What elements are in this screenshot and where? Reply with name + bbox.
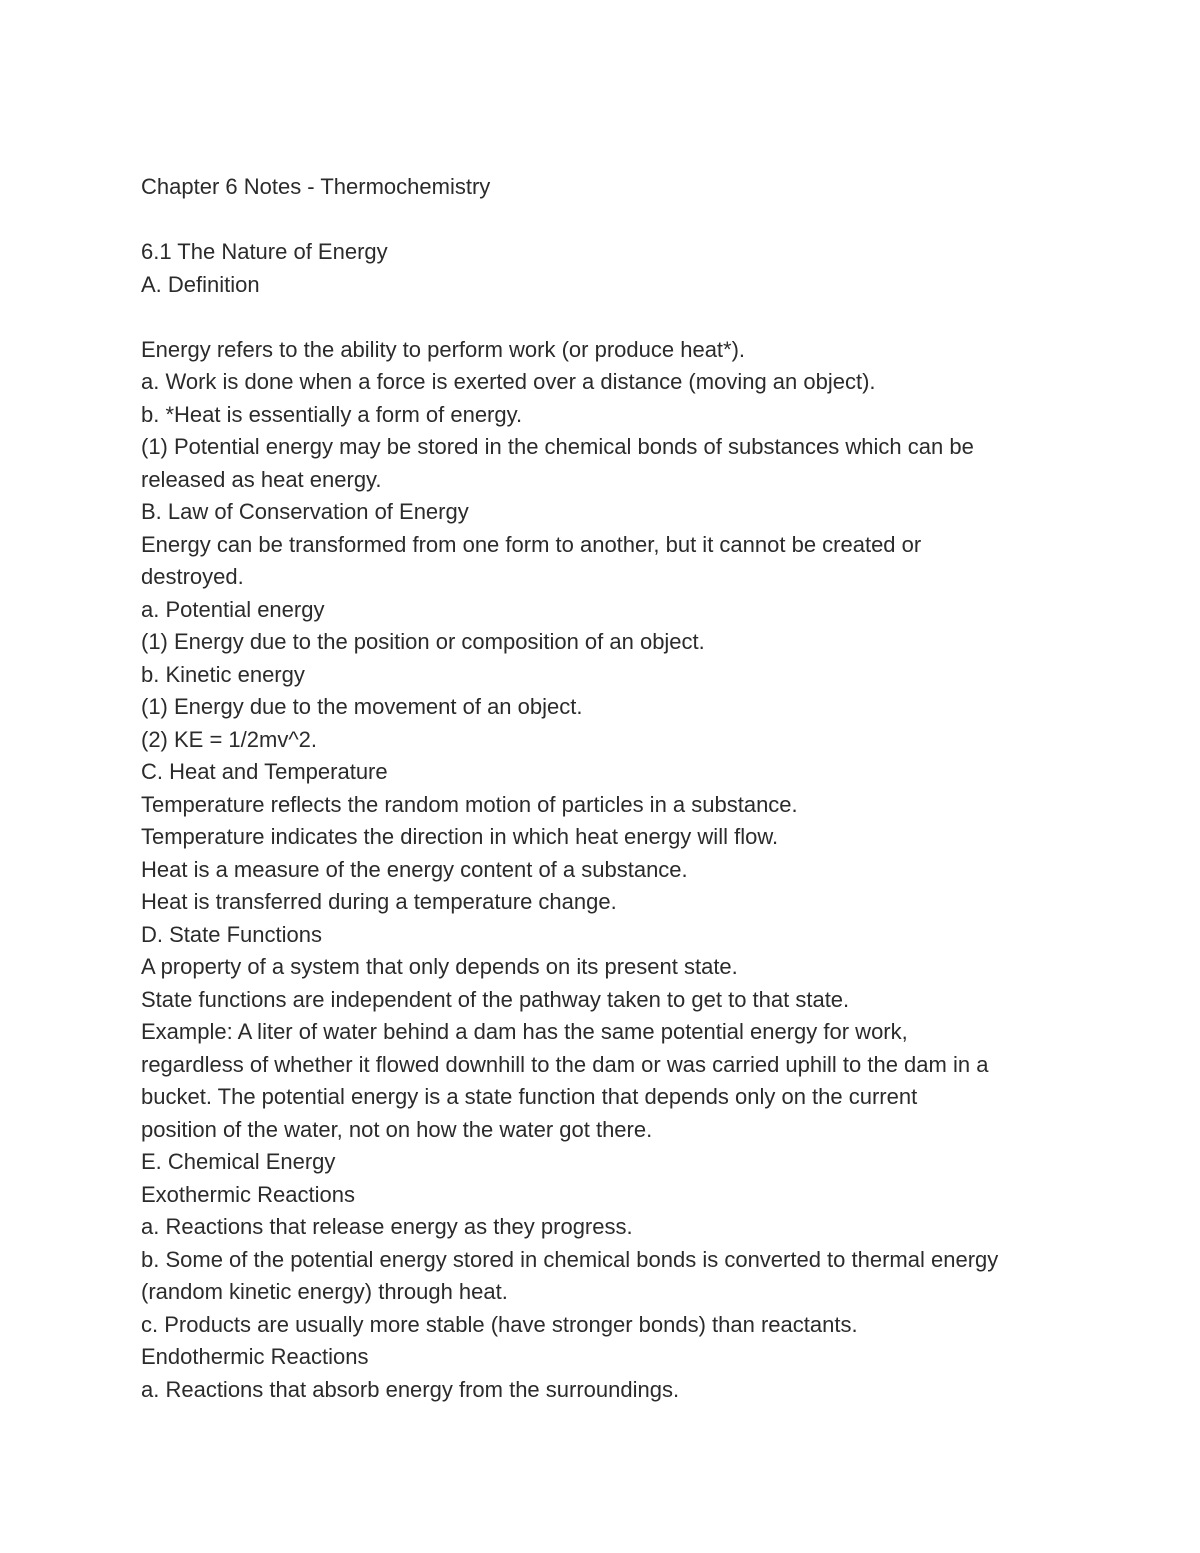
text-line: Endothermic Reactions [141, 1344, 369, 1369]
text-line: b. Some of the potential energy stored in chemical bonds is converted to thermal energy [141, 1246, 999, 1272]
text-line: a. Work is done when a force is exerted over a distance (moving an object). [141, 369, 876, 394]
text-line: A property of a system that only depends on its present state. [141, 954, 738, 979]
blank-line [141, 301, 1071, 334]
text-line: (1) Energy due to the position or composition of an object. [141, 629, 705, 654]
text-line: a. Reactions that release energy as they progress. [141, 1214, 633, 1239]
text-line: c. Products are usually more stable (have stronger bonds) than reactants. [141, 1311, 858, 1337]
text-line: released as heat energy. [141, 466, 382, 492]
blank-line [141, 204, 1071, 237]
text-line: destroyed. [141, 564, 244, 589]
text-line: (2) KE = 1/2mv^2. [141, 726, 317, 752]
text-line: Energy refers to the ability to perform work (or produce heat*). [141, 336, 746, 362]
text-line: (1) Potential energy may be stored in the chemical bonds of substances which can be [141, 434, 974, 459]
text-line: position of the water, not on how the water got there. [141, 1116, 653, 1142]
section-heading: 6.1 The Nature of Energy [141, 239, 388, 264]
text-line: a. Reactions that absorb energy from the surroundings. [141, 1376, 680, 1402]
text-line: A. Definition [141, 271, 260, 297]
text-group-notes [141, 334, 1071, 1407]
text-line: Energy can be transformed from one form to another, but it cannot be created or [141, 531, 922, 557]
text-line: B. Law of Conservation of Energy [141, 499, 469, 524]
document-body [141, 171, 1071, 1406]
text-line: Heat is transferred during a temperature change. [141, 889, 617, 914]
text-line: bucket. The potential energy is a state function that depends only on the current [141, 1084, 918, 1109]
text-line: Example: A liter of water behind a dam has the same potential energy for work, [141, 1019, 908, 1044]
text-line: Heat is a measure of the energy content of a substance. [141, 856, 688, 882]
text-line: (1) Energy due to the movement of an object. [141, 694, 583, 719]
text-line: (random kinetic energy) through heat. [141, 1279, 508, 1304]
text-line: b. *Heat is essentially a form of energy. [141, 401, 523, 427]
text-line: Temperature indicates the direction in which heat energy will flow. [141, 824, 779, 849]
text-line: E. Chemical Energy [141, 1149, 336, 1174]
text-line: State functions are independent of the pathway taken to get to that state. [141, 986, 850, 1012]
text-line: regardless of whether it flowed downhill to the dam or was carried uphill to the dam in a [141, 1051, 989, 1077]
text-line: Temperature reflects the random motion of particles in a substance. [141, 791, 798, 817]
text-line: Exothermic Reactions [141, 1181, 355, 1207]
document-title: Chapter 6 Notes - Thermochemistry [141, 174, 491, 199]
text-line: D. State Functions [141, 921, 322, 947]
text-line: a. Potential energy [141, 596, 325, 622]
text-line: C. Heat and Temperature [141, 759, 388, 784]
text-line: b. Kinetic energy [141, 661, 305, 687]
text-group-definition [141, 269, 1071, 302]
